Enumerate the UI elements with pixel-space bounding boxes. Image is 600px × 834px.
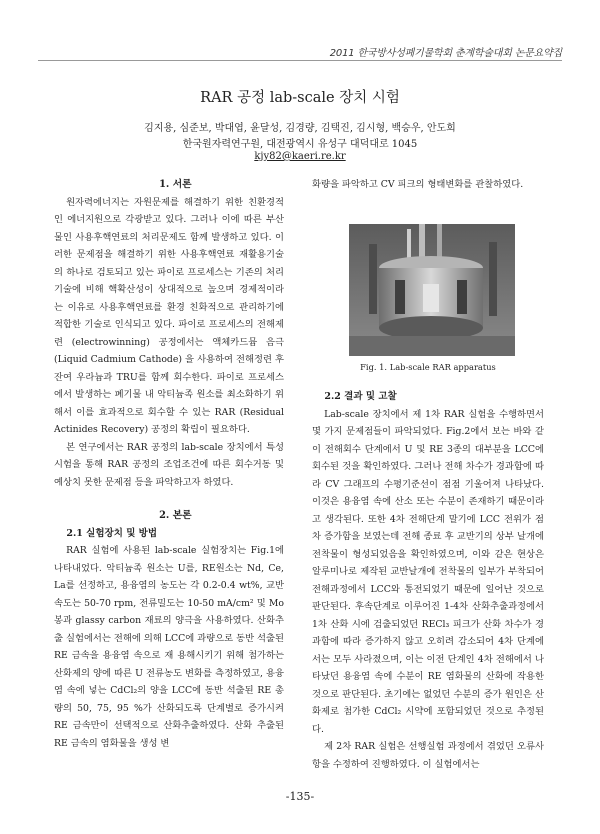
affiliation: 한국원자력연구원, 대전광역시 유성구 대덕대로 1045 xyxy=(182,139,418,150)
continued-paragraph: 화량을 파악하고 CV 피크의 형태변화를 관찰하였다. xyxy=(312,179,524,190)
left-column xyxy=(54,176,284,752)
right-column-top xyxy=(312,176,544,194)
running-header: 2011 한국방사성폐기물학회 춘계학술대회 논문요약집 xyxy=(329,48,562,59)
figure-caption: Fig. 1. Lab-scale RAR apparatus xyxy=(360,362,496,372)
section-heading-main: 2. 본론 xyxy=(159,510,192,521)
subsection-heading-methods: 2.1 실험장치 및 방법 xyxy=(66,527,158,539)
paper-title: RAR 공정 lab-scale 장치 시험 xyxy=(200,90,400,106)
email-link[interactable]: kjy82@kaeri.re.kr xyxy=(254,151,346,162)
apparatus-photo xyxy=(349,224,515,356)
subsection-heading-results: 2.2 결과 및 고찰 xyxy=(324,391,397,402)
header-rule xyxy=(38,60,562,61)
author-list: 김지용, 심준보, 박대엽, 윤달성, 김경량, 김택진, 김시형, 백승우, 안도희 xyxy=(144,123,456,134)
section-heading-intro: 1. 서론 xyxy=(159,179,192,190)
right-column-results xyxy=(312,388,544,773)
methods-paragraph: RAR 실험에 사용된 lab-scale 실험장치는 Fig.1에 나타내었다. 악티늄족 원소는 U를, RE원소는 Nd, Ce, La를 선정하고, 용융염의 농도는 각 0.2-0.4 wt%, 교반속도는 50-70 rpm, 전류밀도는 10-50 mA/cm² 및 Mo봉과 glassy carbon 재료의 양극을 사용하였다. 산화추출 실험에서는 전해에 의해 LCC에 과량으로 동반 석출된 RE 금속을 용융염 속으로 재 용해시키기 위해 첨가하는 산화제의 양에 따른 U 전류농도 변화를 측정하였고, 용융염 속에 넣는 CdCl₂의 양을 LCC에 동반 석출된 RE 총량의 50, 75, 95 %가 산화되도록 단계별로 증가시켜 RE 금속만이 선택적으로 산화추출하였다. 산화 추출된 RE 금속의 염화물을 생성 변 xyxy=(54,545,284,749)
intro-paragraph-1: 원자력에너지는 자원문제를 해결하기 위한 친환경적인 에너지원으로 각광받고 있다. 그러나 이에 따른 부산물인 사용후핵연료의 처리문제도 함께 발생하고 있다. 이러한 문제점을 해결하기 위한 사용후핵연료 재활용기술의 하나로 검토되고 있는 파이로 프로세스는 기존의 처리기술에 비해 핵확산성이 상대적으로 높으며 경제적이라는 이유로 사용후핵연료를 환경 친화적으로 관리하기에 적합한 기술로 인식되고 있다. 파이로 프로세스의 전해제련 (electrowinning) 공정에서는 액체카드뮴 음극 (Liquid Cadmium Cathode) 을 사용하여 전해정련 후 잔여 우라늄과 TRU를 함께 회수한다. 파이로 프로세스에서 발생하는 폐기물 내 악티늄족 원소를 최소화하기 위해서 이를 효과적으로 회수할 수 있는 RAR (Residual Actinides Recovery) 공정의 확립이 필요하다. xyxy=(54,196,284,435)
results-paragraph-2: 제 2차 RAR 실험은 선행실험 과정에서 겪었던 오류사항을 수정하여 진행하였다. 이 실험에서는 xyxy=(312,741,544,770)
intro-paragraph-2: 본 연구에서는 RAR 공정의 lab-scale 장치에서 특성 시험을 통해 RAR 공정의 조업조건에 따른 회수거동 및 예상치 못한 문제점 등을 파악하고자 하였다. xyxy=(54,441,284,488)
page-number: -135- xyxy=(285,790,315,803)
results-paragraph-1: Lab-scale 장치에서 제 1차 RAR 실험을 수행하면서 몇 가지 문제점들이 파악되었다. Fig.2에서 보는 바와 같이 전해회수 단계에서 U 및 RE 3종의 대부분을 LCC에 회수된 것을 확인하였다. 그러나 전해 차수가 경과함에 따라 CV 그래프의 수평기준선이 점점 기울어져 나타났다. 이것은 용융염 속에 산소 또는 수분이 존재하기 때문이라고 생각된다. 또한 4차 전해단계 말기에 LCC 전위가 점차 증가함을 보였는데 전해 종료 후 교반기의 상부 날개에 전착물이 형성되었음을 확인하였으며, 이와 같은 현상은 알루미나로 제작된 교반날개에 전착물의 일부가 부착되어 전해과정에서 LCC와 통전되었기 때문에 일어난 것으로 판단된다. 후속단계로 이루어진 1-4차 산화추출과정에서 1차 산화 시에 검출되었던 RECl₃ 피크가 산화 차수가 경과함에 따라 증가하지 않고 오히려 감소되어 4차 단계에서는 모두 사라졌으며, 이는 이전 단계인 4차 전해에서 나타났던 용융염 속에 수분이 RE 염화물의 산화에 작용한 것으로 판단된다. 초기에는 없었던 수분의 증가 원인은 산화제로 첨가한 CdCl₂ 시약에 포함되었던 것으로 추정된다. xyxy=(312,408,544,735)
